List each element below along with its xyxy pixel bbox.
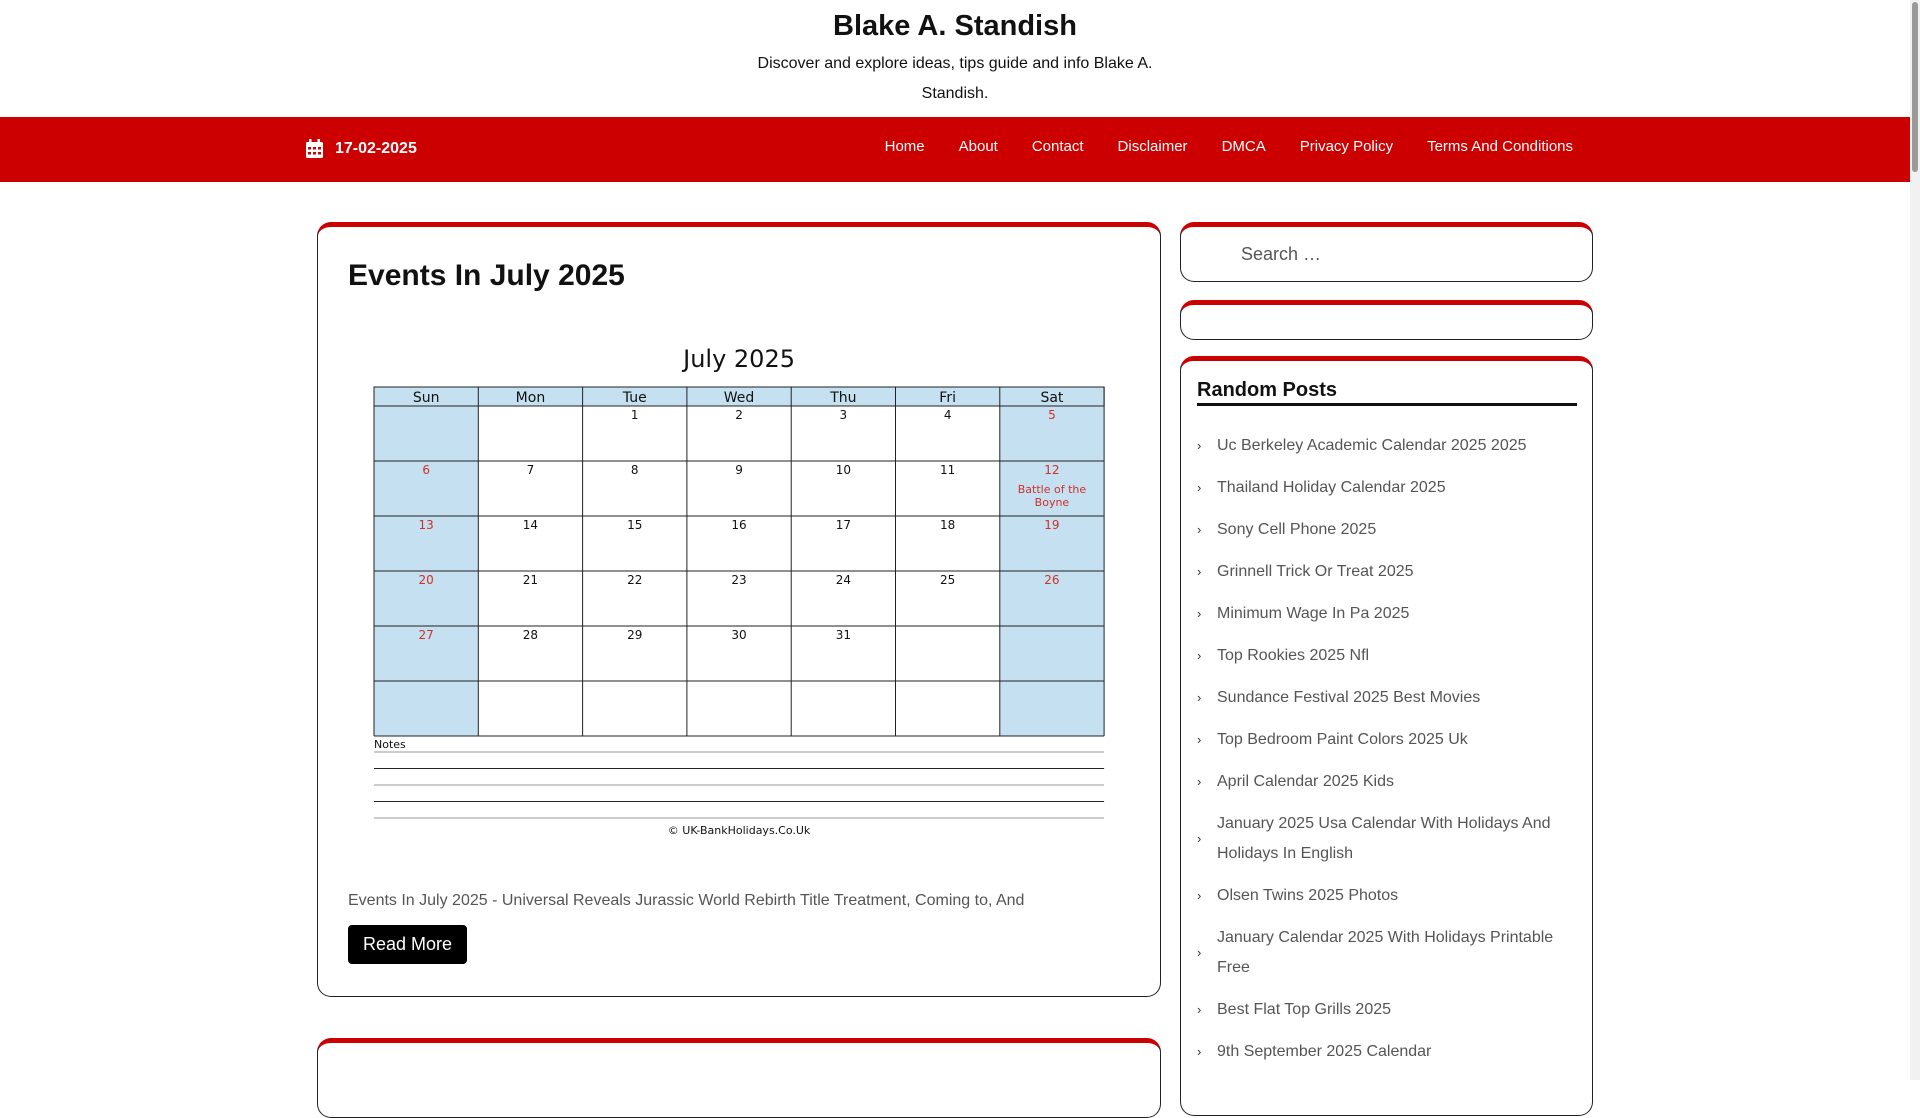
chevron-right-icon: › xyxy=(1197,1002,1202,1017)
chevron-right-icon: › xyxy=(1197,648,1202,663)
calendar-date: 6 xyxy=(422,463,430,477)
calendar-image xyxy=(348,327,1130,837)
calendar-date: 8 xyxy=(630,463,639,477)
calendar-date: 1 xyxy=(630,408,639,422)
random-post-item xyxy=(1197,1031,1577,1073)
calendar-date: 23 xyxy=(731,573,747,587)
calendar-date: 19 xyxy=(1044,518,1060,532)
nav-about[interactable]: About xyxy=(958,138,998,155)
random-post-link[interactable]: 9th September 2025 Calendar xyxy=(1217,1043,1432,1060)
calendar-day-header: Fri xyxy=(939,390,956,406)
random-post-item xyxy=(1197,989,1577,1031)
calendar-copyright: © UK-BankHolidays.Co.Uk xyxy=(667,824,811,837)
current-date: 17-02-2025 xyxy=(335,139,417,157)
nav-terms[interactable]: Terms And Conditions xyxy=(1427,138,1573,155)
random-posts-list xyxy=(1197,425,1577,1073)
calendar-date: 14 xyxy=(522,518,539,532)
random-post-item xyxy=(1197,917,1577,989)
chevron-right-icon: › xyxy=(1197,888,1202,903)
chevron-right-icon: › xyxy=(1197,1044,1202,1059)
random-post-item xyxy=(1197,803,1577,875)
random-post-link[interactable]: Top Bedroom Paint Colors 2025 Uk xyxy=(1217,731,1468,748)
calendar-event-label: Battle of the Boyne xyxy=(1017,483,1087,509)
random-post-link[interactable]: April Calendar 2025 Kids xyxy=(1217,773,1394,790)
calendar-date: 3 xyxy=(839,408,848,422)
calendar-icon xyxy=(306,139,323,158)
calendar-date: 7 xyxy=(526,463,535,477)
random-post-item xyxy=(1197,425,1577,467)
random-post-item xyxy=(1197,551,1577,593)
random-post-item xyxy=(1197,761,1577,803)
calendar-date: 2 xyxy=(735,408,743,422)
main-navbar xyxy=(0,117,1910,182)
nav-menu xyxy=(868,137,1590,157)
chevron-right-icon: › xyxy=(1197,831,1202,846)
calendar-day-header: Wed xyxy=(723,390,755,406)
calendar-date: 10 xyxy=(835,463,851,477)
chevron-right-icon: › xyxy=(1197,606,1202,621)
calendar-date: 4 xyxy=(943,408,952,422)
calendar-graphic xyxy=(348,327,1130,837)
random-posts-widget xyxy=(1180,356,1593,1116)
site-description: Discover and explore ideas, tips guide and info Blake A. Standish. xyxy=(757,55,1153,102)
calendar-day-header: Sat xyxy=(1040,390,1064,406)
nav-disclaimer[interactable]: Disclaimer xyxy=(1117,138,1188,155)
nav-dmca[interactable]: DMCA xyxy=(1221,138,1266,155)
random-post-item xyxy=(1197,593,1577,635)
random-post-link[interactable]: Top Rookies 2025 Nfl xyxy=(1217,647,1370,664)
next-post-card xyxy=(317,1038,1161,1118)
random-post-item xyxy=(1197,509,1577,551)
random-post-item xyxy=(1197,719,1577,761)
random-post-item xyxy=(1197,467,1577,509)
calendar-date: 28 xyxy=(522,628,539,642)
random-post-link[interactable]: Olsen Twins 2025 Photos xyxy=(1217,887,1399,904)
calendar-date: 13 xyxy=(418,518,434,532)
calendar-date: 24 xyxy=(835,573,851,587)
chevron-right-icon: › xyxy=(1197,774,1202,789)
chevron-right-icon: › xyxy=(1197,690,1202,705)
calendar-date: 20 xyxy=(418,573,434,587)
random-post-link[interactable]: Minimum Wage In Pa 2025 xyxy=(1217,605,1410,622)
calendar-date: 30 xyxy=(731,628,747,642)
empty-widget xyxy=(1180,300,1593,340)
random-posts-title: Random Posts xyxy=(1197,379,1577,406)
scrollbar-thumb[interactable] xyxy=(1912,2,1918,172)
random-post-link[interactable]: Grinnell Trick Or Treat 2025 xyxy=(1217,563,1414,580)
random-post-link[interactable]: January 2025 Usa Calendar With Holidays And Holidays In English xyxy=(1217,815,1551,862)
random-post-link[interactable]: Thailand Holiday Calendar 2025 xyxy=(1217,479,1446,496)
post-card xyxy=(317,222,1161,997)
calendar-date: 26 xyxy=(1044,573,1060,587)
calendar-title: July 2025 xyxy=(683,345,795,373)
calendar-date: 29 xyxy=(627,628,643,642)
random-post-link[interactable]: Sundance Festival 2025 Best Movies xyxy=(1217,689,1481,706)
post-title[interactable]: Events In July 2025 xyxy=(348,259,625,292)
calendar-date: 17 xyxy=(835,518,851,532)
calendar-date: 9 xyxy=(735,463,743,477)
calendar-date: 15 xyxy=(627,518,643,532)
chevron-right-icon: › xyxy=(1197,522,1202,537)
search-widget xyxy=(1180,222,1593,282)
calendar-day-header: Tue xyxy=(622,390,647,406)
calendar-date: 25 xyxy=(940,573,956,587)
random-post-link[interactable]: Sony Cell Phone 2025 xyxy=(1217,521,1377,538)
calendar-date: 18 xyxy=(940,518,956,532)
random-post-item xyxy=(1197,677,1577,719)
site-header xyxy=(0,0,1910,117)
search-input[interactable] xyxy=(1241,239,1561,269)
random-post-link[interactable]: January Calendar 2025 With Holidays Printable Free xyxy=(1217,929,1554,976)
calendar-date: 27 xyxy=(418,628,434,642)
chevron-right-icon: › xyxy=(1197,945,1202,960)
calendar-date: 12 xyxy=(1044,463,1060,477)
nav-home[interactable]: Home xyxy=(884,138,925,155)
calendar-date: 21 xyxy=(522,573,539,587)
chevron-right-icon: › xyxy=(1197,564,1202,579)
calendar-date: 5 xyxy=(1048,408,1056,422)
random-post-link[interactable]: Uc Berkeley Academic Calendar 2025 2025 xyxy=(1217,437,1527,454)
nav-privacy-policy[interactable]: Privacy Policy xyxy=(1299,138,1394,155)
calendar-date: 16 xyxy=(731,518,747,532)
random-post-item xyxy=(1197,635,1577,677)
calendar-day-header: Sun xyxy=(412,390,440,406)
page-scrollbar[interactable] xyxy=(1910,0,1920,1080)
calendar-day-header: Thu xyxy=(830,390,857,406)
chevron-right-icon: › xyxy=(1197,480,1202,495)
chevron-right-icon: › xyxy=(1197,732,1202,747)
date-display xyxy=(306,139,417,158)
calendar-date: 11 xyxy=(940,463,956,477)
read-more-button[interactable]: Read More xyxy=(348,925,467,964)
chevron-right-icon: › xyxy=(1197,438,1202,453)
calendar-day-header: Mon xyxy=(515,390,546,406)
random-post-link[interactable]: Best Flat Top Grills 2025 xyxy=(1217,1001,1392,1018)
site-title[interactable]: Blake A. Standish xyxy=(833,10,1077,42)
random-post-item xyxy=(1197,875,1577,917)
calendar-notes-label: Notes xyxy=(374,738,406,751)
calendar-date: 22 xyxy=(627,573,643,587)
nav-contact[interactable]: Contact xyxy=(1031,138,1084,155)
post-excerpt: Events In July 2025 - Universal Reveals Jurassic World Rebirth Title Treatment, Coming to, And xyxy=(348,892,1025,909)
calendar-date: 31 xyxy=(835,628,851,642)
